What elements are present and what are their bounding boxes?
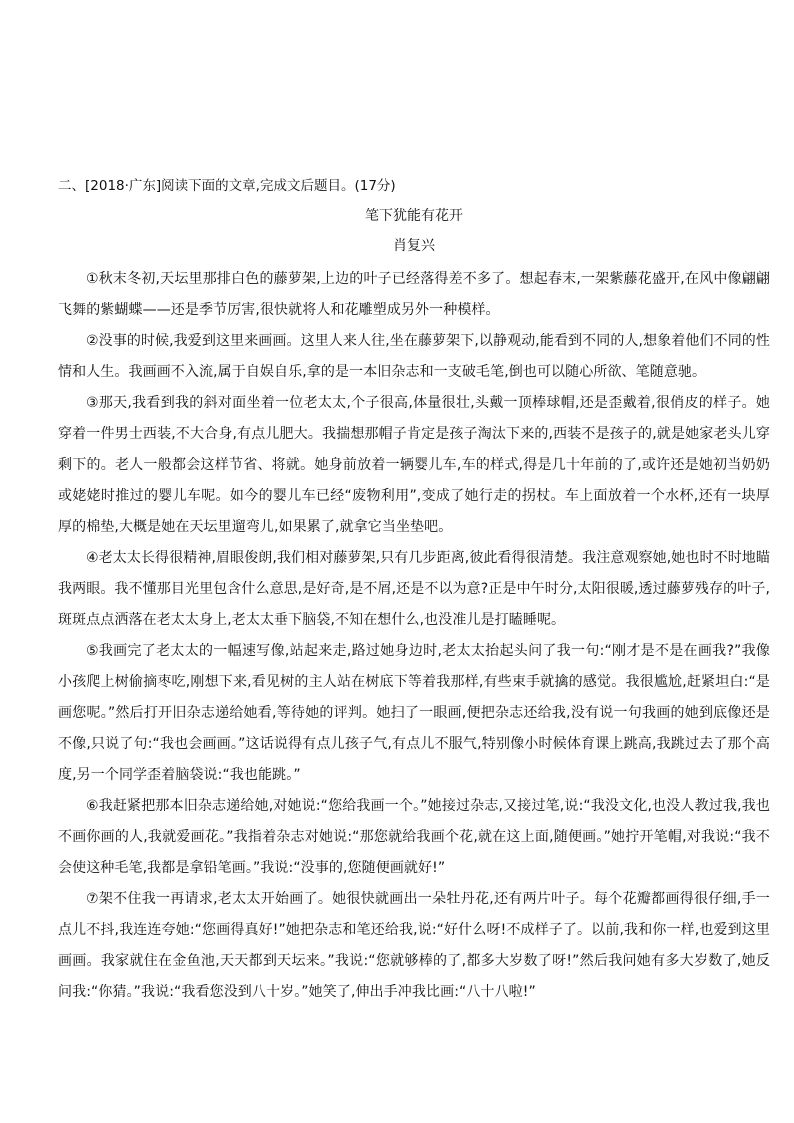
paragraph-7: ⑦架不住我一再请求,老太太开始画了。她很快就画出一朵牡丹花,还有两片叶子。每个花瓣都画得很仔细,手一点儿不抖,我连连夸她:“您画得真好!”她把杂志和笔还给我,说:“好什么呀!不成样子了。以前,我和你一样,也爱到这里画画。我家就住在金鱼池,天天都到天坛来。”我说:“您就够棒的了,都多大岁数了呀!”然后我问她有多大岁数了,她反问我:“你猜。”我说:“我看您没到八十岁。”她笑了,伸出手冲我比画:“八十八啦!” (58, 891, 770, 1000)
paragraph-3: ③那天,我看到我的斜对面坐着一位老太太,个子很高,体量很壮,头戴一顶棒球帽,还是歪戴着,很俏皮的样子。她穿着一件男士西装,不大合身,有点儿肥大。我揣想那帽子肯定是孩子淘汰下来的,西装不是孩子的,就是她家老头儿穿剩下的。老人一般都会这样节省、将就。她身前放着一辆婴儿车,车的样式,得是几十年前的了,或许还是她初当奶奶或姥姥时推过的婴儿车呢。如今的婴儿车已经“废物利用”,变成了她行走的拐杖。车上面放着一个水杯,还有一块厚厚的棉垫,大概是她在天坛里遛弯儿,如果累了,就拿它当坐垫吧。 (58, 395, 770, 535)
paragraph-1: ①秋末冬初,天坛里那排白色的藤萝架,上边的叶子已经落得差不多了。想起春末,一架紫藤花盛开,在风中像翩翩飞舞的紫蝴蝶——还是季节厉害,很快就将人和花雕塑成另外一种模样。 (58, 271, 770, 318)
article-author: 肖复兴 (393, 238, 435, 254)
question-header: 二、[2018·广东]阅读下面的文章,完成文后题目。(17分) (58, 178, 396, 194)
article-content (58, 176, 770, 1008)
paragraph-5: ⑤我画完了老太太的一幅速写像,站起来走,路过她身边时,老太太抬起头问了我一句:“刚才是不是在画我?”我像小孩爬上树偷摘枣吃,刚想下来,看见树的主人站在树底下等着我那样,有些束手就擒的感觉。我很尴尬,赶紧坦白:“是画您呢。”然后打开旧杂志递给她看,等待她的评判。她扫了一眼画,便把杂志还给我,没有说一句我画的她到底像还是不像,只说了句:“我也会画画。”这话说得有点儿孩子气,有点儿不服气,特别像小时候体育课上跳高,我跳过去了那个高度,另一个同学歪着脑袋说:“我也能跳。” (58, 643, 770, 783)
paragraph-4: ④老太太长得很精神,眉眼俊朗,我们相对藤萝架,只有几步距离,彼此看得很清楚。我注意观察她,她也时不时地瞄我两眼。我不懂那目光里包含什么意思,是好奇,是不屑,还是不以为意?正是中午时分,太阳很暖,透过藤萝残存的叶子,斑斑点点洒落在老太太身上,老太太垂下脑袋,不知在想什么,也没准儿是打瞌睡呢。 (58, 550, 770, 628)
article-title: 笔下犹能有花开 (365, 208, 463, 224)
paragraph-2: ②没事的时候,我爱到这里来画画。这里人来人往,坐在藤萝架下,以静观动,能看到不同的人,想象着他们不同的性情和人生。我画画不入流,属于自娱自乐,拿的是一本旧杂志和一支破毛笔,倒也可以随心所欲、笔随意驰。 (58, 333, 770, 380)
paragraph-6: ⑥我赶紧把那本旧杂志递给她,对她说:“您给我画一个。”她接过杂志,又接过笔,说:“我没文化,也没人教过我,我也不画你画的人,我就爱画花。”我指着杂志对她说:“那您就给我画个花,就在这上面,随便画。”她拧开笔帽,对我说:“我不会使这种毛笔,我都是拿铅笔画。”我说:“没事的,您随便画就好!” (58, 798, 770, 876)
